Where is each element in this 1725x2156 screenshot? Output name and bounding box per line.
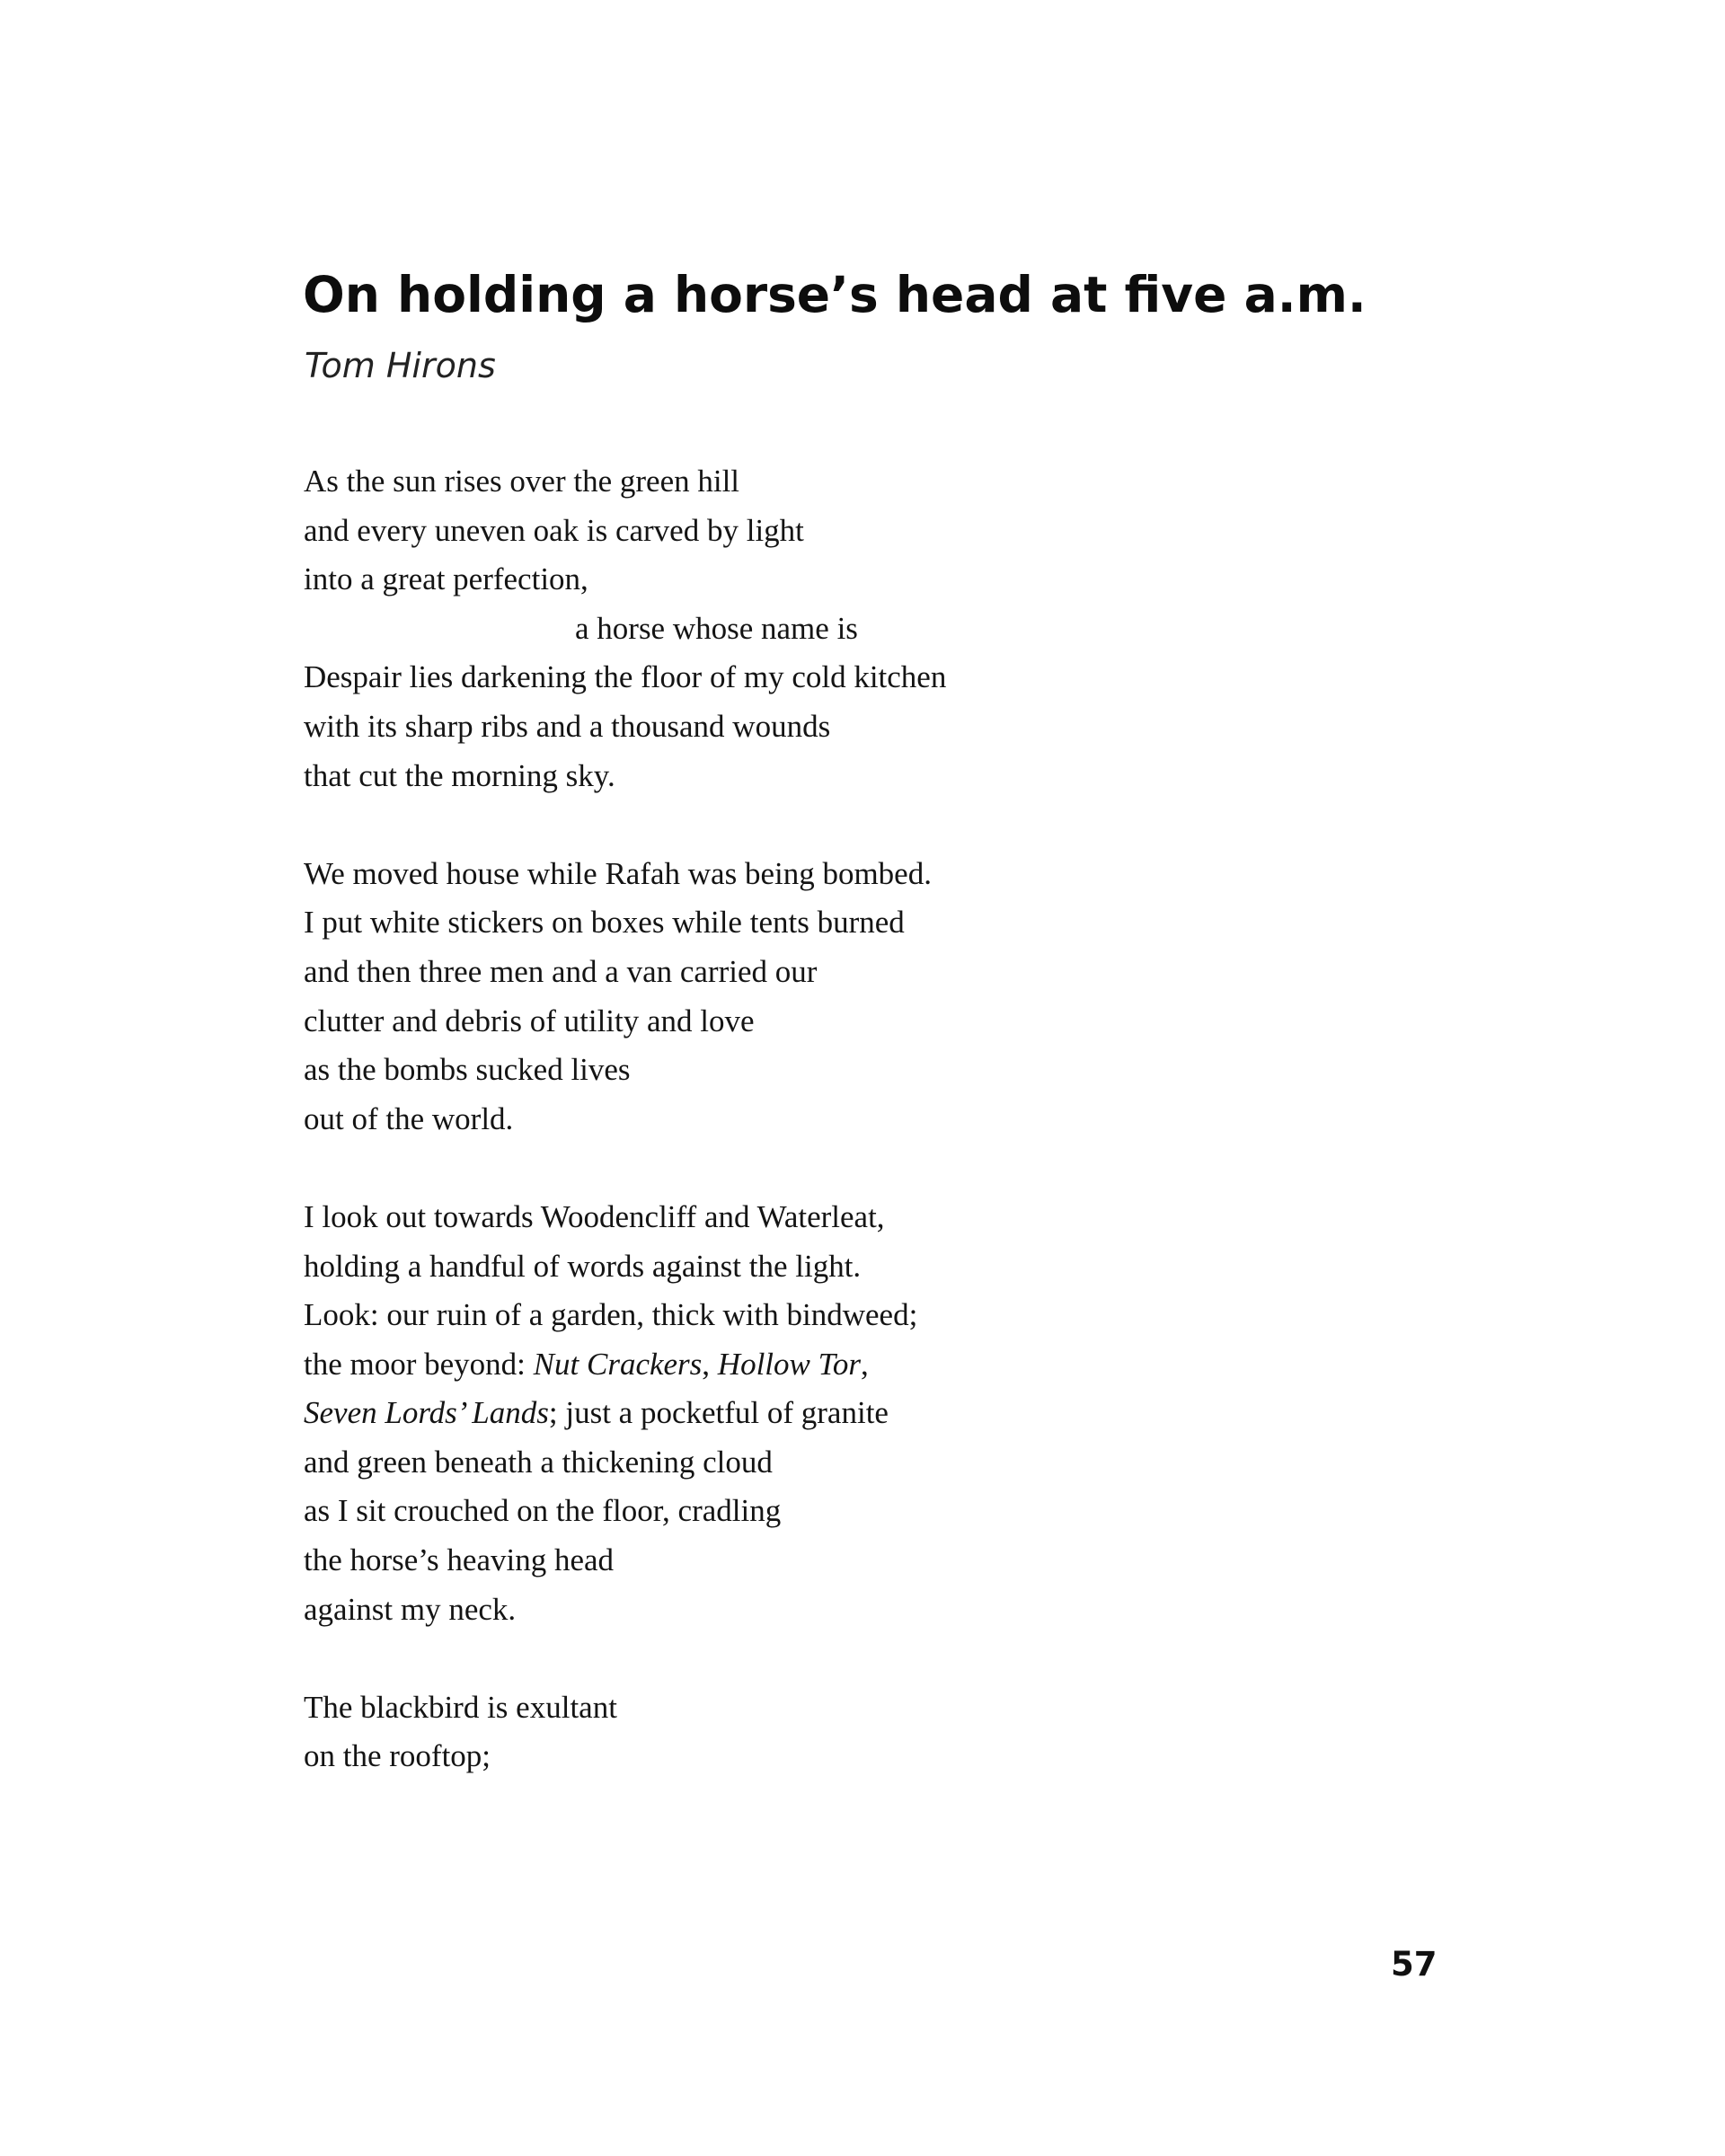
poem-line: clutter and debris of utility and love [304, 1003, 755, 1038]
poem-line [304, 1340, 1472, 1390]
poem-line: holding a handful of words against the light. [304, 1248, 862, 1284]
poem-line: I look out towards Woodencliff and Waterleat, [304, 1198, 885, 1234]
place-name-nut-crackers: Nut Crackers [533, 1346, 703, 1382]
stanza-1 [304, 457, 1472, 800]
poem-line: As the sun rises over the green hill [304, 464, 740, 499]
line-segment: , [861, 1346, 869, 1382]
poem-line: and every uneven oak is carved by light [304, 512, 804, 548]
poem-line: I put white stickers on boxes while tents burned [304, 905, 905, 941]
poem-body [304, 457, 1472, 1831]
line-segment: the moor beyond: [304, 1346, 534, 1382]
poem-line: Despair lies darkening the floor of my cold kitchen [304, 659, 947, 695]
poem-line: as I sit crouched on the floor, cradling [304, 1493, 782, 1529]
poem-line: Look: our ruin of a garden, thick with bindweed; [304, 1297, 918, 1333]
poem-line: the horse’s heaving head [304, 1542, 615, 1578]
poem-line: into a great perfection, [304, 561, 588, 597]
stanza-3 [304, 1193, 1472, 1634]
stanza-2 [304, 850, 1472, 1144]
poem-line: We moved house while Rafah was being bombed. [304, 855, 932, 891]
poem-line: that cut the morning sky. [304, 757, 615, 793]
place-name-hollow-tor: Hollow Tor [717, 1346, 861, 1382]
poem-author: Tom Hirons [305, 346, 496, 385]
poem-line: against my neck. [304, 1591, 517, 1627]
poem-line-indented: a horse whose name is [575, 610, 858, 646]
poem-line: The blackbird is exultant [304, 1689, 617, 1725]
poem-line: out of the world. [304, 1100, 514, 1136]
poem-line: as the bombs sucked lives [304, 1052, 631, 1088]
place-name-seven-lords-lands: Seven Lords’ Lands [304, 1395, 549, 1431]
line-segment: , [702, 1346, 718, 1382]
page-number: 57 [1391, 1945, 1438, 1984]
poem-line [304, 1389, 1472, 1438]
line-segment: ; just a pocketful of granite [548, 1395, 889, 1431]
poem-line: with its sharp ribs and a thousand wounds [304, 708, 831, 744]
poem-line: on the rooftop; [304, 1738, 491, 1774]
poem-line: and green beneath a thickening cloud [304, 1444, 773, 1480]
poem-title: On holding a horse’s head at five a.m. [303, 266, 1367, 323]
stanza-4 [304, 1683, 1472, 1781]
poem-line: and then three men and a van carried our [304, 953, 818, 989]
